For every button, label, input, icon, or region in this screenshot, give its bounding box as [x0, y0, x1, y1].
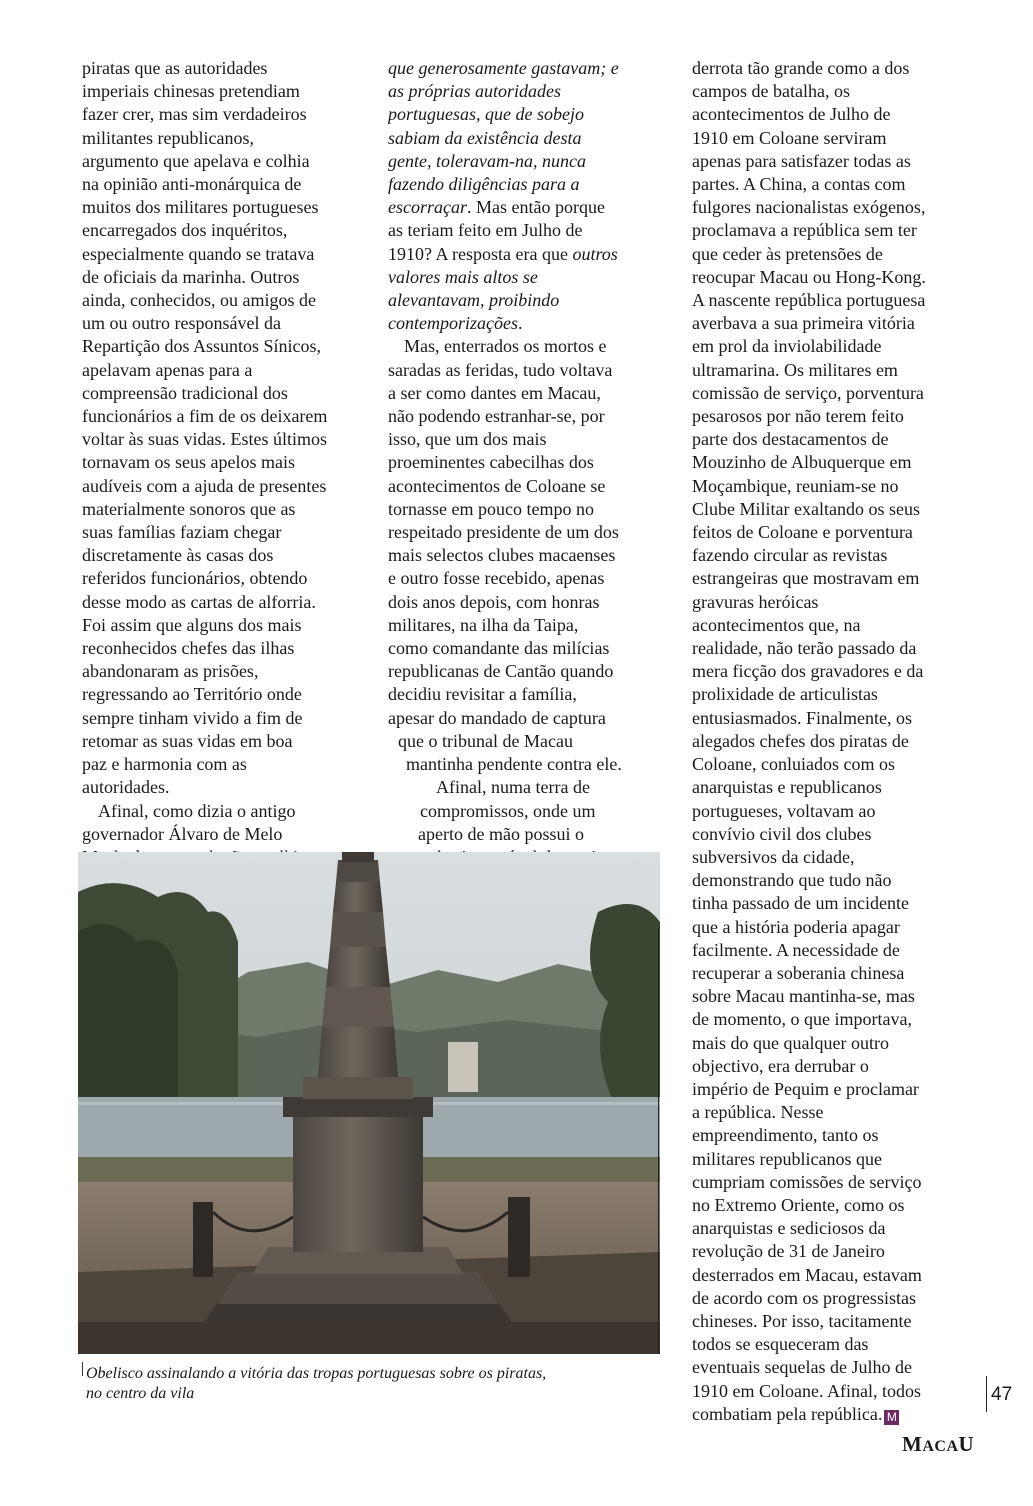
line-text: gravuras heróicas — [692, 591, 819, 612]
line-text: campos de batalha, os — [692, 81, 850, 102]
line-text: eventuais sequelas de Julho de — [692, 1357, 912, 1378]
text-line — [82, 405, 377, 428]
text-line — [82, 266, 377, 289]
line-text: fazer crer, mas sim verdadeiros — [82, 104, 307, 125]
line-text: ainda, conhecidos, ou amigos de — [82, 290, 316, 311]
line-text: que a história poderia apagar — [692, 916, 900, 937]
text-line — [692, 498, 982, 521]
line-italic-text: valores mais altos se — [388, 266, 538, 287]
text-line — [82, 475, 377, 498]
line-text: mantinha pendente contra ele. — [406, 754, 622, 775]
line-text: anarquistas e republicanos — [692, 777, 882, 798]
line-text: mera ficção dos gravadores e da — [692, 661, 924, 682]
end-mark-icon: M — [884, 1410, 899, 1425]
text-line — [388, 660, 680, 683]
text-line — [692, 939, 982, 962]
text-line — [692, 823, 982, 846]
text-line — [82, 776, 377, 799]
text-line — [82, 730, 377, 753]
text-column-1 — [82, 57, 377, 962]
line-text: não podendo estranhar-se, por — [388, 406, 605, 427]
line-text: de acordo com os progressistas — [692, 1287, 916, 1308]
line-text: governador Álvaro de Melo — [82, 823, 283, 844]
line-text: fazendo circular as revistas — [692, 545, 888, 566]
line-text: todos se esqueceram das — [692, 1334, 869, 1355]
text-line — [692, 1101, 982, 1124]
line-text: argumento que apelava e colhia — [82, 150, 310, 171]
text-line — [692, 451, 982, 474]
text-line — [388, 103, 680, 126]
line-text: em prol da inviolabilidade — [692, 336, 882, 357]
text-line — [82, 800, 377, 823]
text-line — [82, 382, 377, 405]
text-line — [388, 730, 680, 753]
line-text: um ou outro responsável da — [82, 313, 281, 334]
line-text: imperiais chinesas pretendiam — [82, 81, 300, 102]
line-italic-text: que generosamente gastavam; e — [388, 58, 619, 78]
text-line — [692, 1380, 982, 1403]
line-text: como comandante das milícias — [388, 638, 610, 659]
line-text: Moçambique, reuniam-se no — [692, 475, 899, 496]
text-line — [388, 521, 680, 544]
line-text: Mouzinho de Albuquerque em — [692, 452, 912, 473]
text-line — [692, 1171, 982, 1194]
line-text: anarquistas e sediciosos da — [692, 1218, 886, 1239]
text-line — [692, 916, 982, 939]
line-text: objectivo, era derrubar o — [692, 1055, 869, 1076]
photo-caption — [86, 1364, 656, 1404]
line-text: de momento, o que importava, — [692, 1009, 912, 1030]
line-text: regressando ao Território onde — [82, 684, 302, 705]
text-line — [388, 219, 680, 242]
line-italic-text: portuguesas, que de sobejo — [388, 104, 584, 125]
line-text: demonstrando que tudo não — [692, 870, 892, 891]
text-line — [82, 823, 377, 846]
line-text: que o tribunal de Macau — [398, 730, 573, 751]
text-line — [82, 753, 377, 776]
line-text: republicanas de Cantão quando — [388, 661, 614, 682]
photo-border-line — [658, 928, 659, 1354]
caption-line-1: Obelisco assinalando a vitória das tropas portuguesas sobre os piratas, — [86, 1365, 547, 1382]
line-text: derrota tão grande como a dos — [692, 58, 910, 78]
line-text: Afinal, numa terra de — [436, 777, 590, 798]
line-italic-text: escorraçar — [388, 197, 467, 218]
text-line — [692, 1403, 982, 1426]
line-text: chineses. Por isso, tacitamente — [692, 1310, 912, 1331]
text-line — [82, 498, 377, 521]
text-line — [82, 544, 377, 567]
text-line — [82, 80, 377, 103]
line-text: pesarosos por não terem feito — [692, 406, 904, 427]
line-italic-text: sabiam da existência desta — [388, 127, 582, 148]
line-text: Foi assim que alguns dos mais — [82, 614, 302, 635]
text-line — [388, 475, 680, 498]
text-line — [692, 405, 982, 428]
line-text: acontecimentos de Coloane se — [388, 475, 606, 496]
line-text: materialmente sonoros que as — [82, 498, 296, 519]
line-text: reconhecidos chefes das ilhas — [82, 638, 295, 659]
line-text: retomar as suas vidas em boa — [82, 730, 293, 751]
line-text: comissão de serviço, porventura — [692, 382, 924, 403]
line-text: respeitado presidente de um dos — [388, 522, 619, 543]
text-line — [388, 382, 680, 405]
text-line — [82, 312, 377, 335]
line-text: mais selectos clubes macaenses — [388, 545, 616, 566]
line-text: convívio civil dos clubes — [692, 823, 872, 844]
line-text: ultramarina. Os militares em — [692, 359, 898, 380]
text-line — [692, 1356, 982, 1379]
text-line — [388, 405, 680, 428]
line-text: na opinião anti-monárquica de — [82, 174, 302, 195]
magazine-final: U — [958, 1432, 975, 1456]
text-line — [388, 289, 680, 312]
line-text: aperto de mão possui o — [418, 823, 584, 844]
text-line — [692, 683, 982, 706]
line-text: Mas, enterrados os mortos e — [404, 336, 607, 357]
text-line — [82, 57, 377, 80]
text-line — [692, 1148, 982, 1171]
line-text: militantes republicanos, — [82, 127, 254, 148]
text-line — [692, 1124, 982, 1147]
line-text: e outro fosse recebido, apenas — [388, 568, 605, 589]
text-line — [692, 1287, 982, 1310]
text-line — [82, 660, 377, 683]
line-text: sobre Macau mantinha-se, mas — [692, 986, 915, 1007]
text-line — [82, 289, 377, 312]
line-text: dois anos depois, com honras — [388, 591, 600, 612]
text-line — [82, 451, 377, 474]
text-line — [692, 800, 982, 823]
line-text: revolução de 31 de Janeiro — [692, 1241, 885, 1262]
text-line — [692, 521, 982, 544]
line-text: estrangeiras que mostravam em — [692, 568, 920, 589]
text-line — [388, 753, 680, 776]
text-line — [692, 80, 982, 103]
text-line — [692, 892, 982, 915]
line-text: . — [517, 313, 523, 334]
line-italic-text: as próprias autoridades — [388, 81, 562, 102]
line-text: Afinal, como dizia o antigo — [98, 800, 296, 821]
text-line — [692, 335, 982, 358]
line-text: império de Pequim e proclamar — [692, 1078, 919, 1099]
line-text: desse modo as cartas de alforria. — [82, 591, 316, 612]
text-line — [388, 335, 680, 358]
line-text: feitos de Coloane e porventura — [692, 522, 913, 543]
line-text: 1910 em Coloane serviram — [692, 127, 887, 148]
text-line — [82, 243, 377, 266]
line-text: parte dos destacamentos de — [692, 429, 889, 450]
line-text: apelavam apenas para a — [82, 359, 253, 380]
text-line — [692, 382, 982, 405]
text-column-3 — [692, 57, 982, 1426]
text-line — [388, 266, 680, 289]
text-line — [692, 150, 982, 173]
text-line — [692, 869, 982, 892]
line-text: Coloane, conluiados com os — [692, 754, 895, 775]
text-line — [82, 359, 377, 382]
line-text: desterrados em Macau, estavam — [692, 1264, 922, 1285]
page-number: 47 — [991, 1384, 1013, 1405]
line-text: compromissos, onde um — [420, 800, 596, 821]
line-text: prolixidade de articulistas — [692, 684, 878, 705]
line-text: audíveis com a ajuda de presentes — [82, 475, 327, 496]
line-text: no Extremo Oriente, como os — [692, 1194, 905, 1215]
line-text: decidiu revisitar a família, — [388, 684, 577, 705]
line-text: compreensão tradicional dos — [82, 382, 288, 403]
line-text: portugueses, voltavam ao — [692, 800, 876, 821]
text-line — [388, 683, 680, 706]
line-text: partes. A China, a contas com — [692, 174, 906, 195]
text-line — [388, 173, 680, 196]
text-line — [388, 498, 680, 521]
line-text: piratas que as autoridades — [82, 58, 268, 78]
text-line — [692, 173, 982, 196]
line-text: saradas as feridas, tudo voltava — [388, 359, 613, 380]
text-line — [388, 800, 680, 823]
text-line — [692, 1217, 982, 1240]
line-text: autoridades. — [82, 777, 170, 798]
text-line — [692, 289, 982, 312]
text-line — [82, 173, 377, 196]
line-text: combatiam pela república. — [692, 1403, 883, 1424]
text-line — [692, 1008, 982, 1031]
line-text: referidos funcionários, obtendo — [82, 568, 308, 589]
text-line — [692, 1333, 982, 1356]
text-line — [692, 567, 982, 590]
line-text: suas famílias faziam chegar — [82, 522, 282, 543]
line-italic-text: gente, toleravam-na, nunca — [388, 150, 586, 171]
line-text: apesar do mandado de captura — [388, 707, 606, 728]
text-line — [692, 243, 982, 266]
text-line — [692, 312, 982, 335]
line-italic-text: fazendo diligências para a — [388, 174, 580, 195]
text-line — [82, 103, 377, 126]
line-text: paz e harmonia com as — [82, 754, 247, 775]
text-line — [692, 614, 982, 637]
line-text: militares, na ilha da Taipa, — [388, 614, 579, 635]
text-line — [692, 962, 982, 985]
text-line — [692, 1055, 982, 1078]
line-text: voltar às suas vidas. Estes últimos — [82, 429, 327, 450]
caption-rule — [82, 1362, 83, 1376]
line-text: militares republicanos que — [692, 1148, 882, 1169]
text-line — [82, 335, 377, 358]
obelisk-photo — [78, 852, 660, 1354]
line-text: tornasse em pouco tempo no — [388, 498, 594, 519]
text-line — [388, 428, 680, 451]
line-text: subversivos da cidade, — [692, 846, 855, 867]
text-line — [388, 451, 680, 474]
line-text: apenas para satisfazer todas as — [692, 150, 911, 171]
page-number-bar — [986, 1376, 987, 1412]
line-text: Clube Militar exaltando os seus — [692, 498, 920, 519]
line-text: averbava a sua primeira vitória — [692, 313, 915, 334]
text-line — [82, 591, 377, 614]
line-text: . Mas então porque — [467, 197, 605, 218]
text-line — [388, 637, 680, 660]
text-line — [692, 637, 982, 660]
text-line — [692, 127, 982, 150]
line-text: recuperar a soberania chinesa — [692, 962, 905, 983]
text-line — [388, 312, 680, 335]
text-line — [692, 660, 982, 683]
text-line — [388, 614, 680, 637]
text-line — [692, 57, 982, 80]
line-text: discretamente às casas dos — [82, 545, 274, 566]
text-line — [388, 80, 680, 103]
text-line — [692, 475, 982, 498]
text-line — [388, 196, 680, 219]
text-line — [82, 637, 377, 660]
text-line — [692, 1240, 982, 1263]
magazine-name — [902, 1432, 974, 1457]
line-text: 1910 em Coloane. Afinal, todos — [692, 1380, 921, 1401]
line-text: encarregados dos inquéritos, — [82, 220, 288, 241]
text-line — [692, 846, 982, 869]
text-line — [692, 428, 982, 451]
line-text: proeminentes cabecilhas dos — [388, 452, 594, 473]
text-line — [388, 823, 680, 846]
text-line — [692, 219, 982, 242]
text-line — [388, 243, 680, 266]
text-line — [82, 521, 377, 544]
text-line — [692, 591, 982, 614]
text-line — [82, 127, 377, 150]
magazine-initial: M — [902, 1432, 923, 1456]
magazine-middle: ACA — [922, 1438, 959, 1455]
text-line — [82, 707, 377, 730]
text-line — [692, 1078, 982, 1101]
text-column-2 — [388, 57, 680, 962]
text-line — [82, 614, 377, 637]
text-line — [388, 776, 680, 799]
text-line — [692, 753, 982, 776]
text-line — [692, 707, 982, 730]
text-line — [388, 150, 680, 173]
line-text: facilmente. A necessidade de — [692, 939, 900, 960]
text-line — [692, 103, 982, 126]
text-line — [692, 776, 982, 799]
text-line — [692, 196, 982, 219]
line-text: especialmente quando se tratava — [82, 243, 315, 264]
text-line — [692, 985, 982, 1008]
line-text: sempre tinham vivido a fim de — [82, 707, 303, 728]
text-line — [388, 567, 680, 590]
text-line — [388, 707, 680, 730]
text-line — [82, 567, 377, 590]
line-text: que ceder às pretensões de — [692, 243, 883, 264]
text-line — [388, 57, 680, 80]
text-line — [388, 359, 680, 382]
text-line — [82, 219, 377, 242]
text-line — [388, 591, 680, 614]
text-line — [388, 127, 680, 150]
line-text: acontecimentos que, na — [692, 614, 861, 635]
line-italic-text: contemporizações — [388, 313, 518, 334]
line-text: tornavam os seus apelos mais — [82, 452, 295, 473]
text-line — [692, 730, 982, 753]
text-line — [692, 1310, 982, 1333]
text-line — [82, 150, 377, 173]
line-text: abandonaram as prisões, — [82, 661, 259, 682]
text-line — [82, 196, 377, 219]
line-text: tinha passado de um incidente — [692, 893, 909, 914]
text-line — [388, 544, 680, 567]
line-italic-text: outros — [572, 243, 618, 264]
line-text: entusiasmados. Finalmente, os — [692, 707, 912, 728]
text-line — [82, 683, 377, 706]
line-text: mais do que qualquer outro — [692, 1032, 889, 1053]
line-text: reocupar Macau ou Hong-Kong. — [692, 266, 926, 287]
line-text: Repartição dos Assuntos Sínicos, — [82, 336, 321, 357]
line-text: funcionários a fim de os deixarem — [82, 406, 328, 427]
text-line — [692, 1264, 982, 1287]
line-text: realidade, não terão passado da — [692, 638, 917, 659]
text-line — [692, 359, 982, 382]
text-line — [692, 1032, 982, 1055]
text-line — [82, 428, 377, 451]
line-text: de oficiais da marinha. Outros — [82, 266, 300, 287]
line-text: A nascente república portuguesa — [692, 290, 926, 311]
line-text: empreendimento, tanto os — [692, 1125, 879, 1146]
line-text: isso, que um dos mais — [388, 429, 547, 450]
line-text: acontecimentos de Julho de — [692, 104, 891, 125]
line-text: cumpriam comissões de serviço — [692, 1171, 922, 1192]
line-text: muitos dos militares portugueses — [82, 197, 319, 218]
caption-line-2: no centro da vila — [86, 1385, 195, 1402]
text-line — [692, 1194, 982, 1217]
line-text: 1910? A resposta era que — [388, 243, 573, 264]
text-line — [692, 544, 982, 567]
line-text: a ser como dantes em Macau, — [388, 382, 601, 403]
line-text: alegados chefes dos piratas de — [692, 730, 909, 751]
line-text: a república. Nesse — [692, 1102, 824, 1123]
line-text: proclamava a república sem ter — [692, 220, 917, 241]
line-italic-text: alevantavam, proibindo — [388, 290, 560, 311]
text-line — [692, 266, 982, 289]
line-text: as teriam feito em Julho de — [388, 220, 583, 241]
line-text: fulgores nacionalistas exógenos, — [692, 197, 926, 218]
